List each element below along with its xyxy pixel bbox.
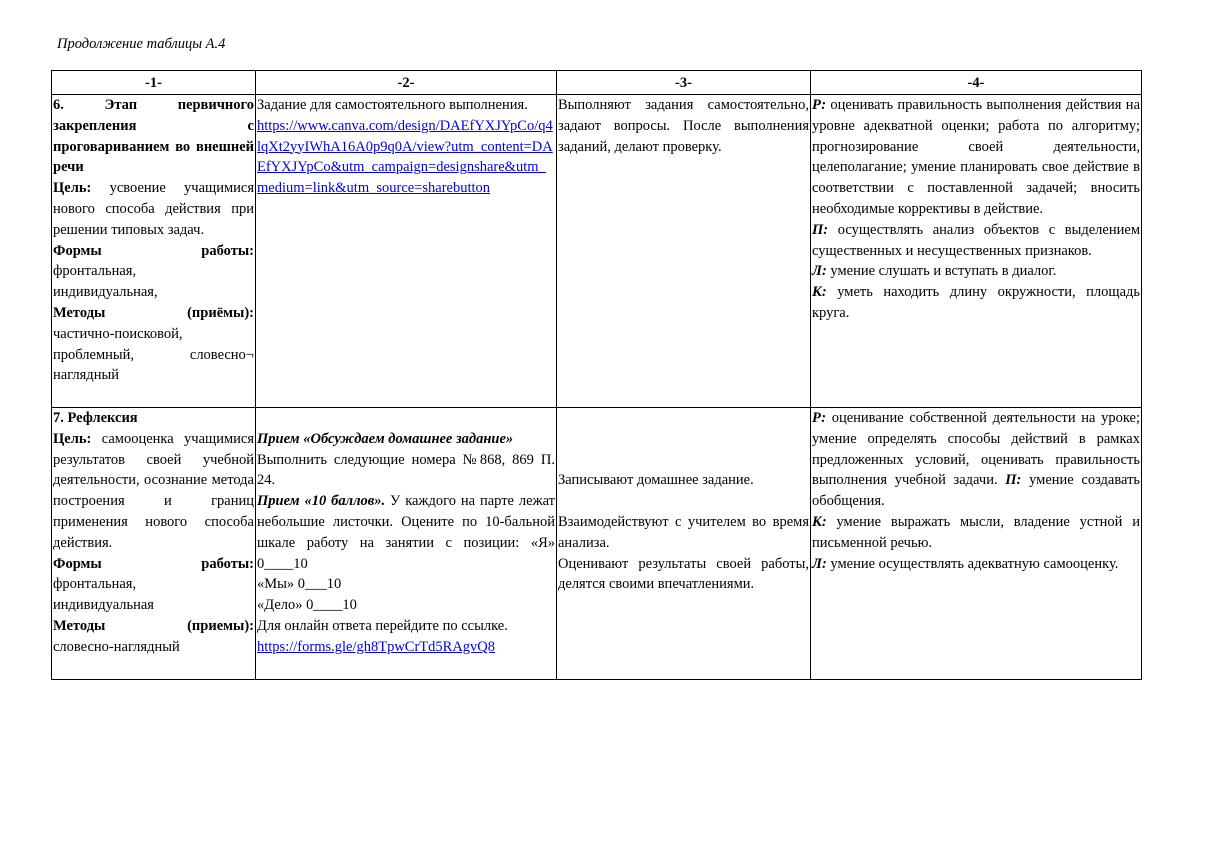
stage-6-goal xyxy=(53,178,254,240)
scale-we: «Мы» 0___10 xyxy=(257,576,342,593)
technique-1-title: Прием «Обсуждаем домашнее задание» xyxy=(257,430,514,447)
uud-text: осуществлять анализ объектов с выделением существенных и несущественных признаков. xyxy=(812,221,1140,259)
students-interact: Взаимодействуют с учителем во время анализа. xyxy=(558,513,809,551)
students-evaluate: Оценивают результаты своей работы, делятся своими впечатлениями. xyxy=(558,555,809,593)
uud-6-cognitive xyxy=(812,220,1140,262)
uud-7-personal xyxy=(812,554,1140,575)
stage-6-forms-text: фронтальная, индивидуальная, xyxy=(53,263,158,301)
table-row-stage-6 xyxy=(52,95,1142,408)
uud-label: К: xyxy=(812,284,827,301)
uud-label: Р: xyxy=(812,410,827,426)
students-text-6: Выполняют задания самостоятельно, задают вопросы. После выполнения заданий, делают проверку. xyxy=(558,97,809,155)
stage-7-goal xyxy=(53,429,254,554)
goal-label: Цель: xyxy=(53,180,92,197)
stage-7-cell xyxy=(52,408,256,680)
header-row xyxy=(52,71,1142,95)
uud-7-regulative-cognitive xyxy=(812,408,1140,512)
uud-label: Л: xyxy=(812,555,827,572)
lesson-table xyxy=(51,70,1142,680)
stage-7-forms-label: Формы работы: xyxy=(53,555,254,572)
students-homework: Записывают домашнее задание. xyxy=(558,472,754,489)
uud-text: оценивание собственной деятельности на уроке; умение определять способы действий в рамках предложенных условий, оценивать правильность выполнения учебной задачи. xyxy=(812,410,1140,489)
stage-6-cell xyxy=(52,95,256,408)
technique-1-text: Выполнить следующие номера №868, 869 П. 24. xyxy=(257,451,555,489)
uud-label: К: xyxy=(812,513,827,530)
uud-7-communicative xyxy=(812,512,1140,554)
goal-text: самооценка учащимися результатов своей учебной деятельности, осознание метода построения и границ применения нового способа действия. xyxy=(53,430,254,551)
stage-7-forms-text: фронтальная, индивидуальная xyxy=(53,576,154,614)
goal-text: усвоение учащимися нового способа действия при решении типовых задач. xyxy=(53,180,254,238)
scale-deal: «Дело» 0____10 xyxy=(257,597,357,614)
uud-label: Р: xyxy=(812,97,827,113)
table-caption: Продолжение таблицы А.4 xyxy=(57,36,226,52)
stage-7-methods-text: словесно-наглядный xyxy=(53,638,180,655)
uud-6-regulative xyxy=(812,95,1140,220)
technique-2-text: У каждого на парте лежат небольшие листочки. Оцените по 10-бальной шкале работу на занятии с позиции: «Я» 0____10 xyxy=(257,493,555,572)
uud-text: умение создавать обобщения. xyxy=(812,472,1141,510)
uud-label: П: xyxy=(1005,472,1022,489)
column-header-2: -2- xyxy=(256,71,557,95)
column-header-1: -1- xyxy=(52,71,256,95)
stage-7-title: 7. Рефлексия xyxy=(53,410,138,426)
student-activity-6-cell xyxy=(557,95,811,408)
stage-6-forms-label: Формы работы: xyxy=(53,242,254,259)
forms-link[interactable]: https://forms.gle/gh8TpwCrTd5RAgvQ8 xyxy=(257,638,496,655)
uud-6-personal xyxy=(812,261,1140,282)
uud-text: оценивать правильность выполнения действия на уровне адекватной оценки; работа по алгоритму; прогнозирование своей деятельности, целеполагание; умение планировать свое действие в соответствии с поставленной задачей; вносить необходимые коррективы в действие. xyxy=(812,97,1141,217)
column-header-4: -4- xyxy=(811,71,1142,95)
uud-text: умение слушать и вступать в диалог. xyxy=(830,263,1057,280)
uud-label: П: xyxy=(812,221,829,238)
uud-text: уметь находить длину окружности, площадь круга. xyxy=(812,284,1140,321)
stage-6-methods-label: Методы (приёмы): xyxy=(53,304,254,321)
stage-7-methods-label: Методы (приемы): xyxy=(53,617,254,634)
teacher-activity-7-cell xyxy=(256,408,557,680)
uud-label: Л: xyxy=(812,263,827,280)
column-header-3: -3- xyxy=(557,71,811,95)
goal-label: Цель: xyxy=(53,430,92,447)
canva-link[interactable]: https://www.canva.com/design/DAEfYXJYpCo/q4lqXt2yyIWhA16A0p9q0A/view?utm_content=DAEfYXJYpCo&utm_campaign=designshare&utm_medium=link&utm_source=sharebutton xyxy=(257,117,553,197)
technique-2-title: Прием «10 баллов». xyxy=(257,493,386,510)
uud-text: умение осуществлять адекватную самооценку. xyxy=(830,555,1119,572)
online-text: Для онлайн ответа перейдите по ссылке. xyxy=(257,617,508,634)
student-activity-7-cell xyxy=(557,408,811,680)
table-row-stage-7 xyxy=(52,408,1142,680)
uud-text: умение выражать мысли, владение устной и письменной речью. xyxy=(812,513,1140,551)
uud-7-cell xyxy=(811,408,1142,680)
teacher-activity-6-cell xyxy=(256,95,557,408)
technique-2 xyxy=(257,491,555,574)
task-text: Задание для самостоятельного выполнения. xyxy=(257,97,528,113)
stage-6-title: 6. Этап первичного закрепления с проговариванием во внешней речи xyxy=(53,97,254,176)
uud-6-cell xyxy=(811,95,1142,408)
stage-6-methods-text: частично-поисковой, проблемный, словесно¬ наглядный xyxy=(53,325,254,384)
uud-6-communicative xyxy=(812,282,1140,324)
